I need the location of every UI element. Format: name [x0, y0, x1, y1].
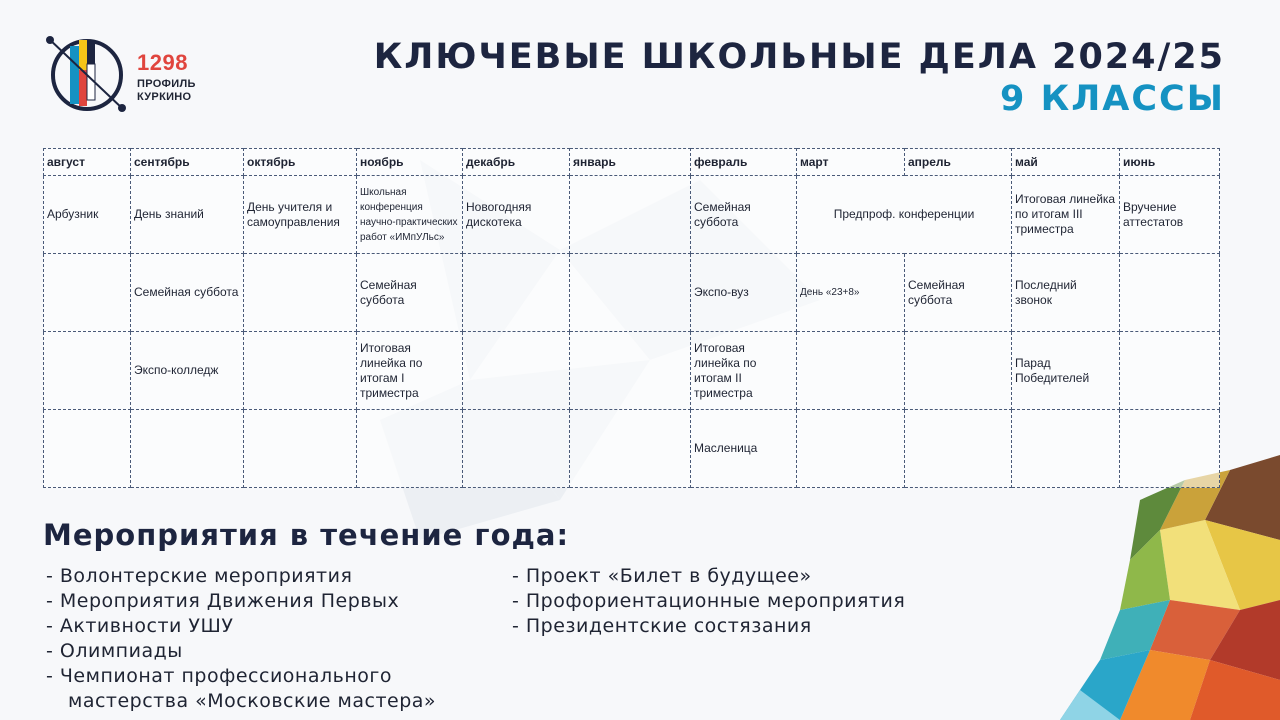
table-cell [44, 254, 131, 332]
table-cell [797, 410, 905, 488]
table-cell: Школьная конференция научно-практических работ «ИМпУЛьс» [357, 176, 463, 254]
table-cell [570, 254, 691, 332]
table-cell [131, 410, 244, 488]
table-cell: Итоговая линейка по итогам II триместра [691, 332, 797, 410]
table-cell [1120, 332, 1220, 410]
table-cell: Итоговая линейка по итогам I триместра [357, 332, 463, 410]
page-subtitle: 9 КЛАССЫ [1000, 79, 1225, 119]
table-cell: День учителя и самоуправления [244, 176, 357, 254]
table-cell [463, 410, 570, 488]
list-item: - Волонтерские мероприятия [46, 565, 353, 587]
table-cell: Семейная суббота [691, 176, 797, 254]
table-cell: День «23+8» [797, 254, 905, 332]
list-item: - Активности УШУ [46, 615, 234, 637]
table-cell [357, 410, 463, 488]
table-cell [1012, 410, 1120, 488]
table-cell: Масленица [691, 410, 797, 488]
list-item [46, 664, 436, 714]
list-item: - Проект «Билет в будущее» [512, 565, 812, 587]
corner-decoration [1060, 455, 1280, 720]
table-cell: Семейная суббота [357, 254, 463, 332]
page-title-block [374, 36, 1225, 120]
month-header: ноябрь [357, 149, 463, 176]
table-cell [797, 332, 905, 410]
table-cell [463, 332, 570, 410]
table-cell [905, 410, 1012, 488]
table-cell: Семейная суббота [905, 254, 1012, 332]
events-section-title: Мероприятия в течение года: [43, 518, 570, 552]
table-header-row [44, 149, 1220, 176]
table-cell [244, 332, 357, 410]
list-item: - Мероприятия Движения Первых [46, 590, 400, 612]
list-item: - Профориентационные мероприятия [512, 590, 906, 612]
table-cell-merged: Предпроф. конференции [797, 176, 1012, 254]
table-row [44, 254, 1220, 332]
month-header: октябрь [244, 149, 357, 176]
month-header: сентябрь [131, 149, 244, 176]
list-item-continuation: мастерства «Московские мастера» [68, 690, 437, 712]
month-header: август [44, 149, 131, 176]
table-cell [244, 254, 357, 332]
logo-number: 1298 [137, 50, 188, 75]
table-cell [44, 332, 131, 410]
logo-text-line2: КУРКИНО [137, 91, 192, 103]
table-cell: Новогодняя дискотека [463, 176, 570, 254]
events-list-left [46, 564, 436, 714]
table-cell: Итоговая линейка по итогам III триместра [1012, 176, 1120, 254]
table-cell [570, 332, 691, 410]
table-cell: Экспо-вуз [691, 254, 797, 332]
table-cell [244, 410, 357, 488]
month-header: март [797, 149, 905, 176]
list-item: - Олимпиады [46, 640, 183, 662]
logo-text-line1: ПРОФИЛЬ [137, 78, 196, 90]
month-header: февраль [691, 149, 797, 176]
table-row [44, 332, 1220, 410]
table-cell [44, 410, 131, 488]
month-header: апрель [905, 149, 1012, 176]
table-cell [905, 332, 1012, 410]
table-cell: Последний звонок [1012, 254, 1120, 332]
table-row [44, 176, 1220, 254]
month-header: май [1012, 149, 1120, 176]
schedule-table [43, 148, 1220, 488]
list-item: - Президентские состязания [512, 615, 812, 637]
list-item-text: - Чемпионат профессионального [46, 665, 392, 687]
table-cell [463, 254, 570, 332]
table-cell [570, 176, 691, 254]
school-logo [42, 30, 212, 116]
table-cell [1120, 254, 1220, 332]
table-cell: Семейная суббота [131, 254, 244, 332]
table-cell [570, 410, 691, 488]
logo-emblem-icon [42, 30, 137, 116]
table-cell: Арбузник [44, 176, 131, 254]
month-header: январь [570, 149, 691, 176]
table-cell [1120, 410, 1220, 488]
month-header: декабрь [463, 149, 570, 176]
table-cell: Вручение аттестатов [1120, 176, 1220, 254]
table-cell: Парад Победителей [1012, 332, 1120, 410]
events-list-right [512, 564, 905, 639]
table-row [44, 410, 1220, 488]
month-header: июнь [1120, 149, 1220, 176]
page-title: КЛЮЧЕВЫЕ ШКОЛЬНЫЕ ДЕЛА 2024/25 [373, 37, 1225, 77]
table-cell: День знаний [131, 176, 244, 254]
table-cell: Экспо-колледж [131, 332, 244, 410]
